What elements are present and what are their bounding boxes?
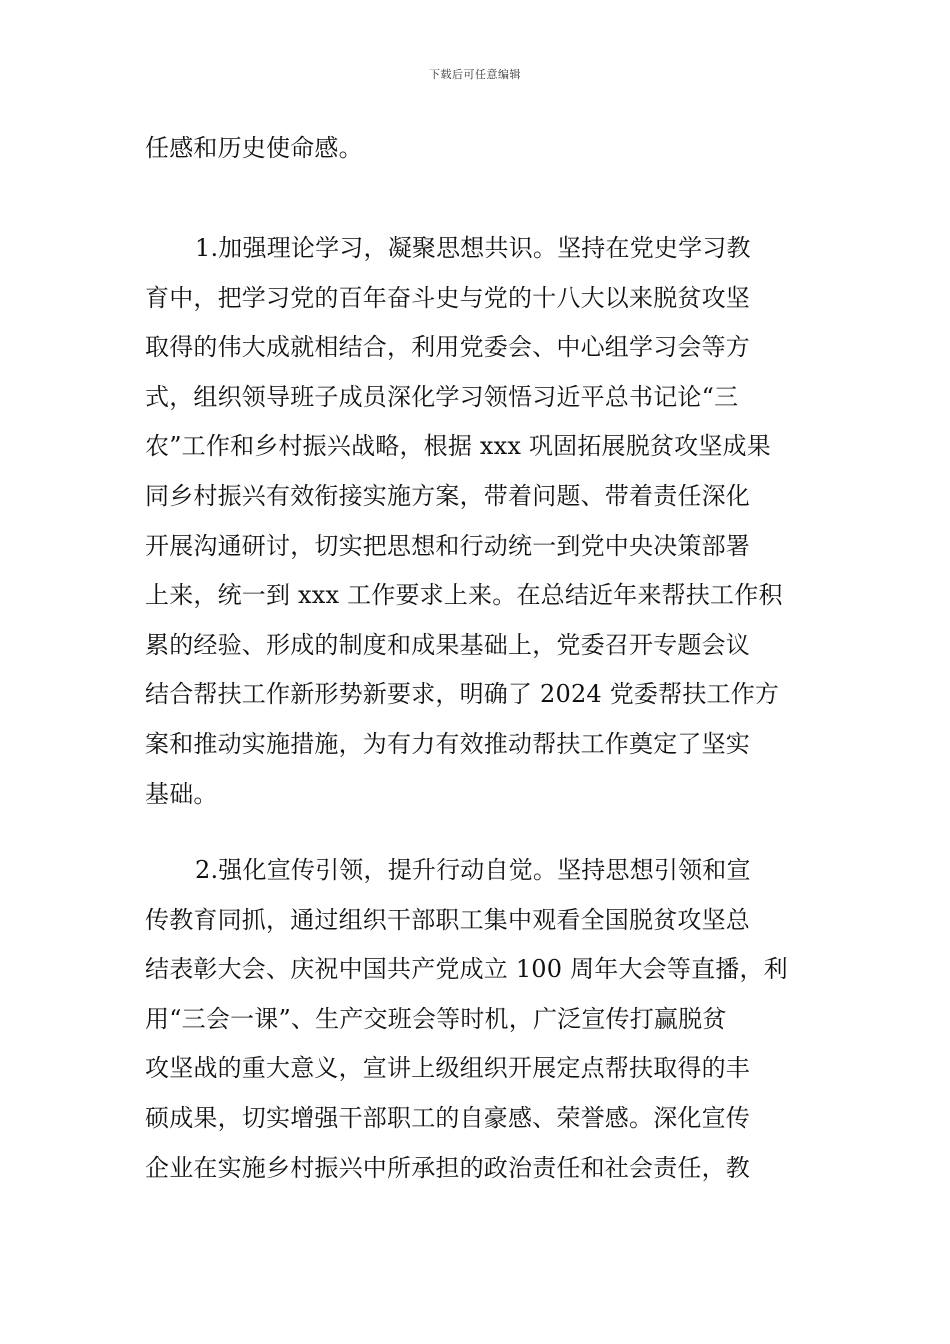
text-line: 农”工作和乡村振兴战略，根据 xxx 巩固拓展脱贫攻坚成果: [145, 432, 771, 461]
text-line: 硕成果，切实增强干部职工的自豪感、荣誉感。深化宣传: [145, 1103, 750, 1132]
text-line: 结表彰大会、庆祝中国共产党成立 100 周年大会等直播，利: [145, 955, 788, 984]
text-line: 传教育同抓，通过组织干部职工集中观看全国脱贫攻坚总: [145, 905, 750, 934]
text-line: 式，组织领导班子成员深化学习领悟习近平总书记论“三: [145, 382, 739, 411]
text-line: 攻坚战的重大意义，宣讲上级组织开展定点帮扶取得的丰: [145, 1054, 750, 1083]
text-line: 取得的伟大成就相结合，利用党委会、中心组学习会等方: [145, 333, 750, 362]
text-line: 开展沟通研讨，切实把思想和行动统一到党中央决策部署: [145, 531, 750, 560]
paragraph-publicity: [145, 846, 805, 1193]
text-line: 累的经验、形成的制度和成果基础上，党委召开专题会议: [145, 630, 750, 659]
text-line: 同乡村振兴有效衔接实施方案，带着问题、带着责任深化: [145, 481, 750, 510]
paragraph-theory-study: [145, 224, 805, 819]
text-line: 上来，统一到 xxx 工作要求上来。在总结近年来帮扶工作积: [145, 581, 783, 610]
text-line: 案和推动实施措施，为有力有效推动帮扶工作奠定了坚实: [145, 729, 750, 758]
text-line: 育中，把学习党的百年奋斗史与党的十八大以来脱贫攻坚: [145, 283, 750, 312]
paragraph-continuation: [145, 124, 805, 174]
text-line: 2.强化宣传引领，提升行动自觉。坚持思想引领和宣: [195, 856, 751, 884]
text-line: 企业在实施乡村振兴中所承担的政治责任和社会责任，教: [145, 1153, 750, 1182]
text-line: 用“三会一课”、生产交班会等时机，广泛宣传打赢脱贫: [145, 1004, 727, 1033]
page-header-note: 下载后可任意编辑: [429, 68, 521, 81]
text-line: 基础。: [145, 779, 218, 808]
text-line: 任感和历史使命感。: [145, 134, 363, 162]
text-line: 1.加强理论学习，凝聚思想共识。坚持在党史学习教: [195, 234, 751, 262]
text-line: 结合帮扶工作新形势新要求，明确了 2024 党委帮扶工作方: [145, 680, 780, 709]
